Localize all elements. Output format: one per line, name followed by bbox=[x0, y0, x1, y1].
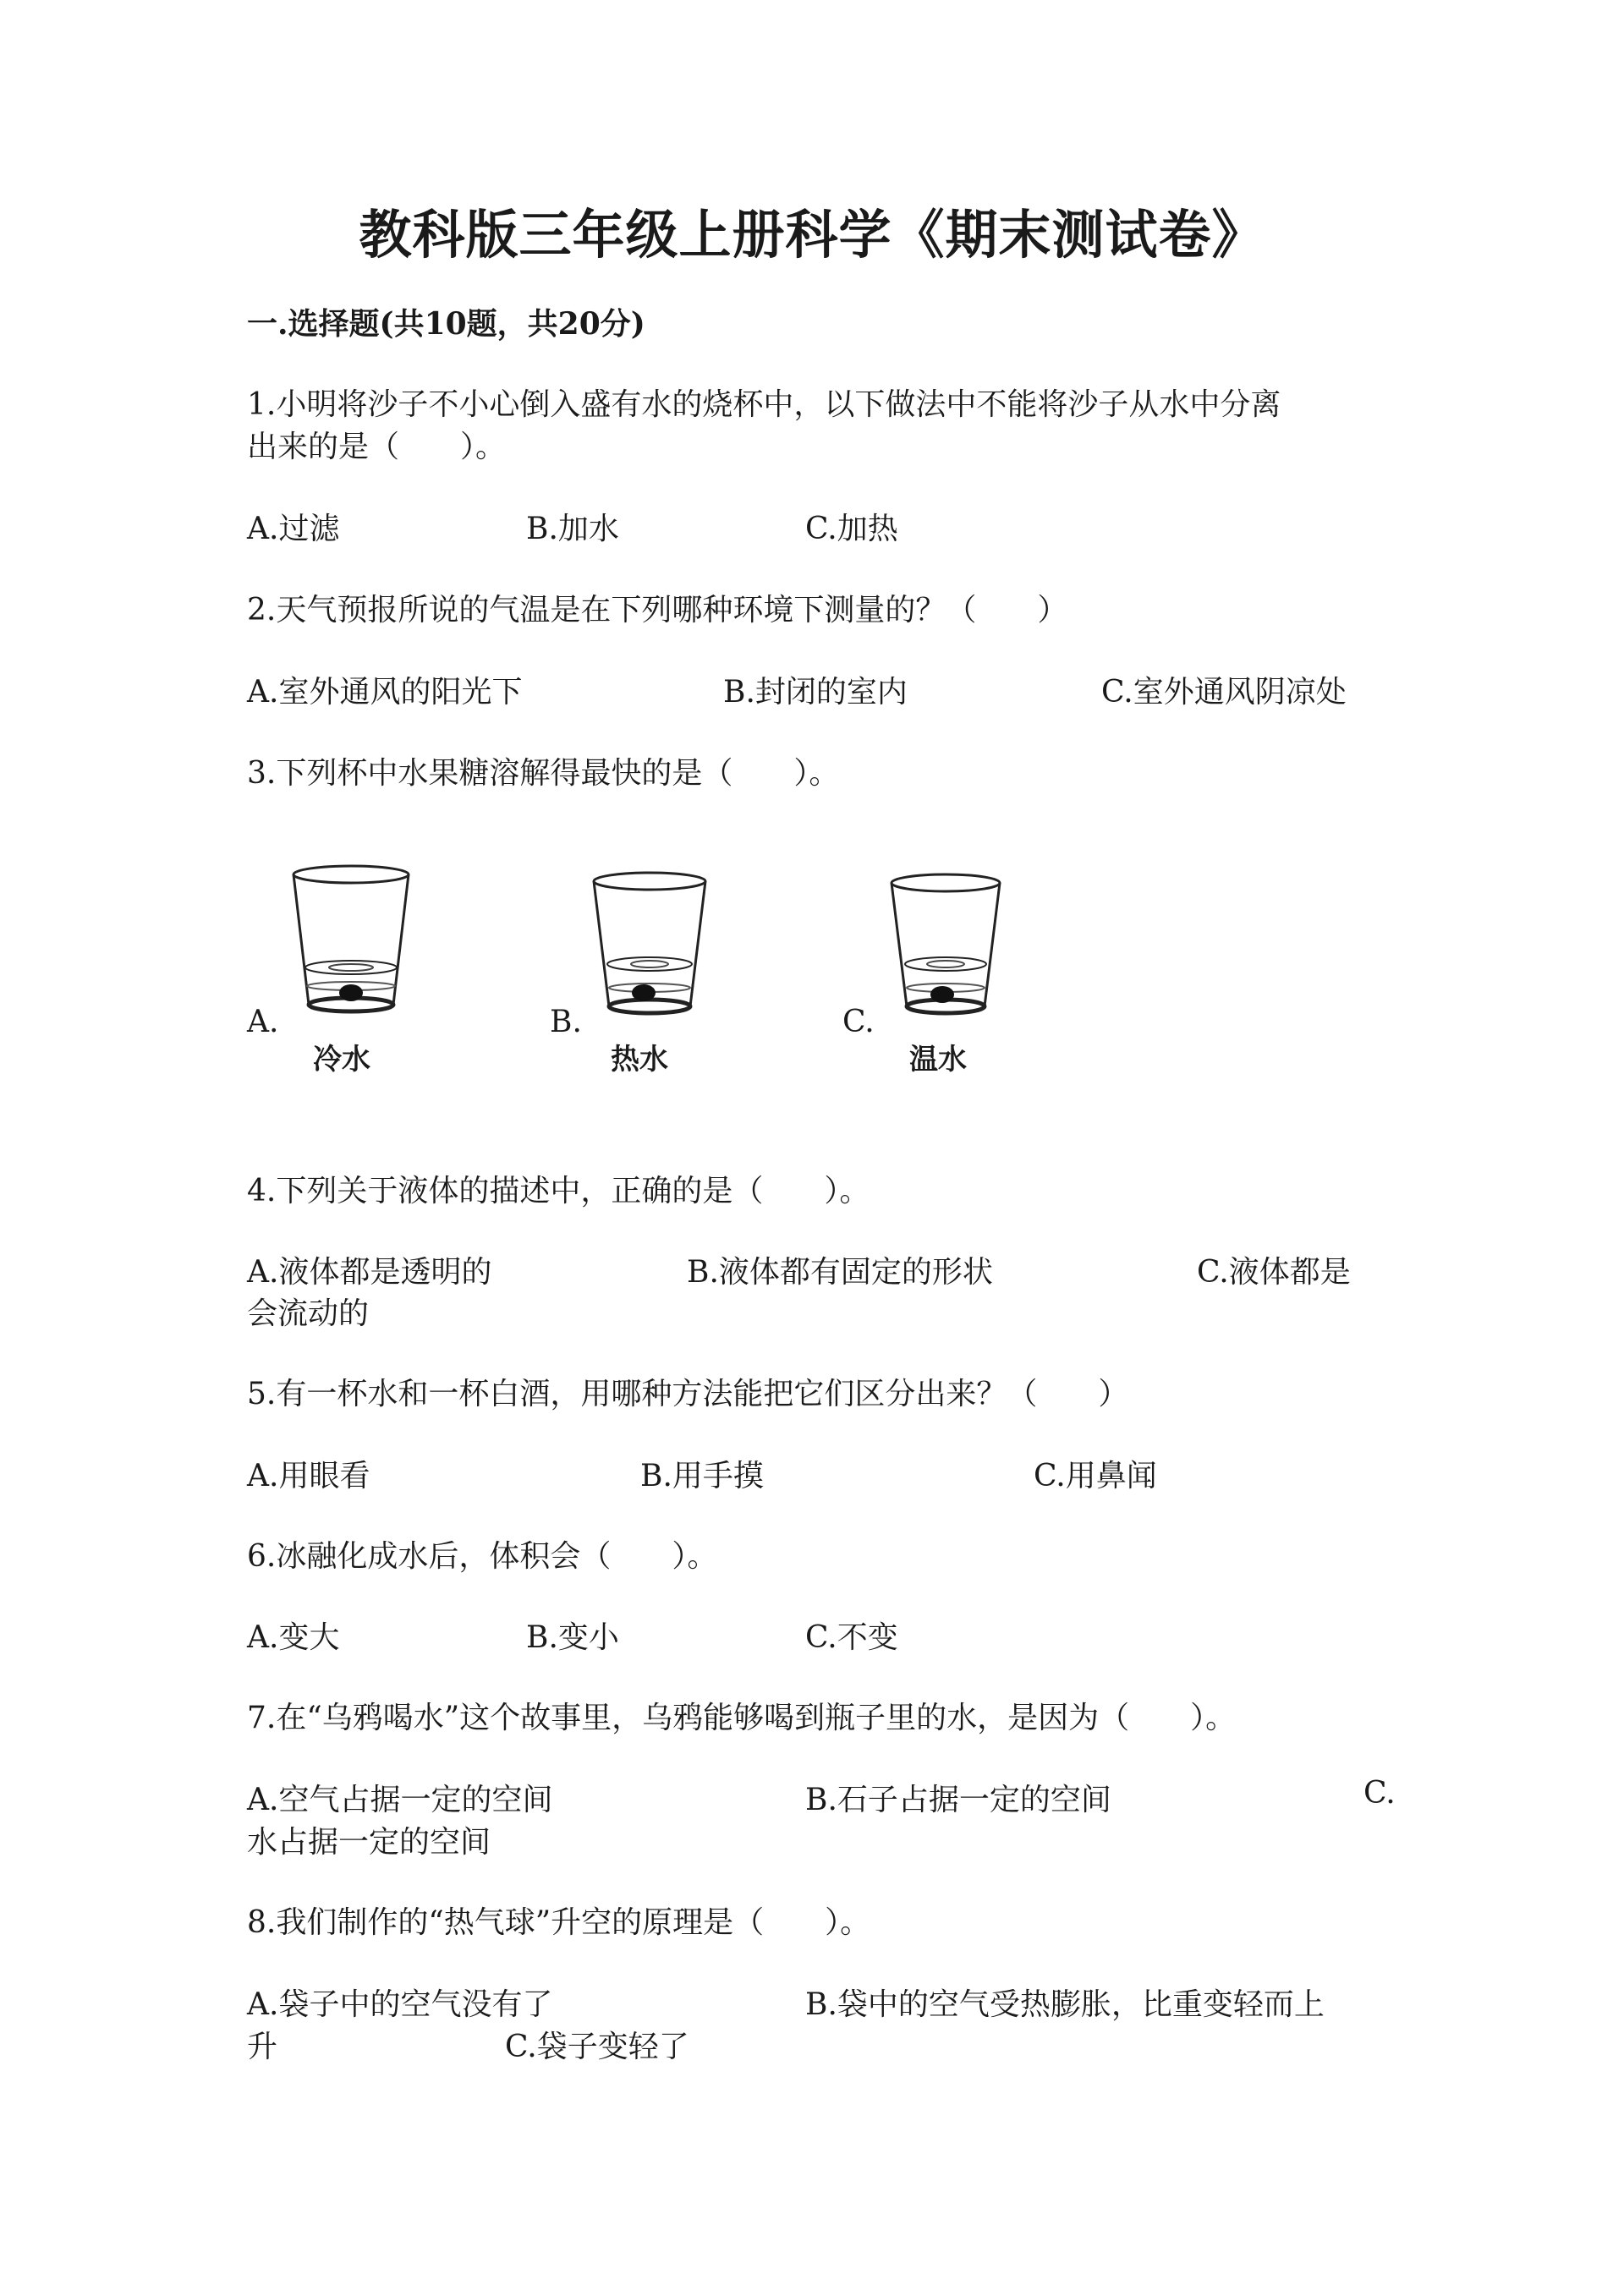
question-2-option-b: B.封闭的室内 bbox=[723, 675, 908, 710]
question-1-option-b: B.加水 bbox=[526, 512, 619, 546]
cup-b-illustration bbox=[586, 869, 713, 1022]
question-1-option-c: C.加热 bbox=[805, 512, 898, 546]
question-4-option-a: A.液体都是透明的 bbox=[247, 1255, 492, 1290]
question-4-stem: 4.下列关于液体的描述中，正确的是（ ）。 bbox=[247, 1174, 870, 1208]
question-5-option-a: A.用眼看 bbox=[247, 1459, 370, 1493]
question-7-option-a: A.空气占据一定的空间 bbox=[247, 1783, 553, 1817]
question-4-option-c: C.液体都是 bbox=[1197, 1255, 1351, 1290]
question-3-stem: 3.下列杯中水果糖溶解得最快的是（ ）。 bbox=[247, 756, 840, 791]
section-header: 一.选择题(共10题，共20分) bbox=[247, 306, 645, 342]
question-3-option-c: C. bbox=[842, 1005, 875, 1039]
question-1-stem-line2: 出来的是（ ）。 bbox=[247, 430, 507, 464]
cup-a-illustration bbox=[288, 863, 414, 1015]
question-5-stem: 5.有一杯水和一杯白酒，用哪种方法能把它们区分出来？（ ） bbox=[247, 1377, 1129, 1411]
question-5-option-b: B.用手摸 bbox=[640, 1459, 764, 1493]
cup-b-label: 热水 bbox=[611, 1043, 668, 1077]
question-2-stem: 2.天气预报所说的气温是在下列哪种环境下测量的？（ ） bbox=[247, 593, 1068, 627]
question-6-stem: 6.冰融化成水后，体积会（ ）。 bbox=[247, 1539, 718, 1574]
question-3-option-a: A. bbox=[247, 1005, 279, 1039]
question-8-option-c: C.袋子变轻了 bbox=[505, 2030, 689, 2064]
question-7-option-b: B.石子占据一定的空间 bbox=[805, 1783, 1111, 1817]
question-8-stem: 8.我们制作的“热气球”升空的原理是（ ）。 bbox=[247, 1905, 871, 1940]
question-3-option-b: B. bbox=[550, 1005, 582, 1039]
question-1-option-a: A.过滤 bbox=[247, 512, 340, 546]
question-6-option-c: C.不变 bbox=[805, 1620, 898, 1655]
question-2-option-c: C.室外通风阴凉处 bbox=[1101, 675, 1347, 710]
question-7-option-c: C. bbox=[1363, 1776, 1396, 1811]
page-title: 教科版三年级上册科学《期末测试卷》 bbox=[359, 204, 1265, 266]
cup-c-illustration bbox=[882, 871, 1009, 1023]
question-8-option-b-wrap: 升 bbox=[247, 2030, 278, 2064]
question-6-option-b: B.变小 bbox=[526, 1620, 619, 1655]
question-1-stem-line1: 1.小明将沙子不小心倒入盛有水的烧杯中，以下做法中不能将沙子从水中分离 bbox=[247, 387, 1281, 422]
question-7-option-c-wrap: 水占据一定的空间 bbox=[247, 1825, 491, 1860]
question-6-option-a: A.变大 bbox=[247, 1620, 340, 1655]
question-7-stem: 7.在“乌鸦喝水”这个故事里，乌鸦能够喝到瓶子里的水，是因为（ ）。 bbox=[247, 1701, 1237, 1735]
question-8-option-a: A.袋子中的空气没有了 bbox=[247, 1987, 553, 2022]
question-4-option-b: B.液体都有固定的形状 bbox=[687, 1255, 993, 1290]
question-5-option-c: C.用鼻闻 bbox=[1034, 1459, 1157, 1493]
question-2-option-a: A.室外通风的阳光下 bbox=[247, 675, 523, 710]
question-4-option-c-wrap: 会流动的 bbox=[247, 1296, 370, 1331]
cup-a-label: 冷水 bbox=[313, 1043, 370, 1077]
question-8-option-b: B.袋中的空气受热膨胀，比重变轻而上 bbox=[805, 1987, 1325, 2022]
cup-c-label: 温水 bbox=[909, 1043, 967, 1077]
